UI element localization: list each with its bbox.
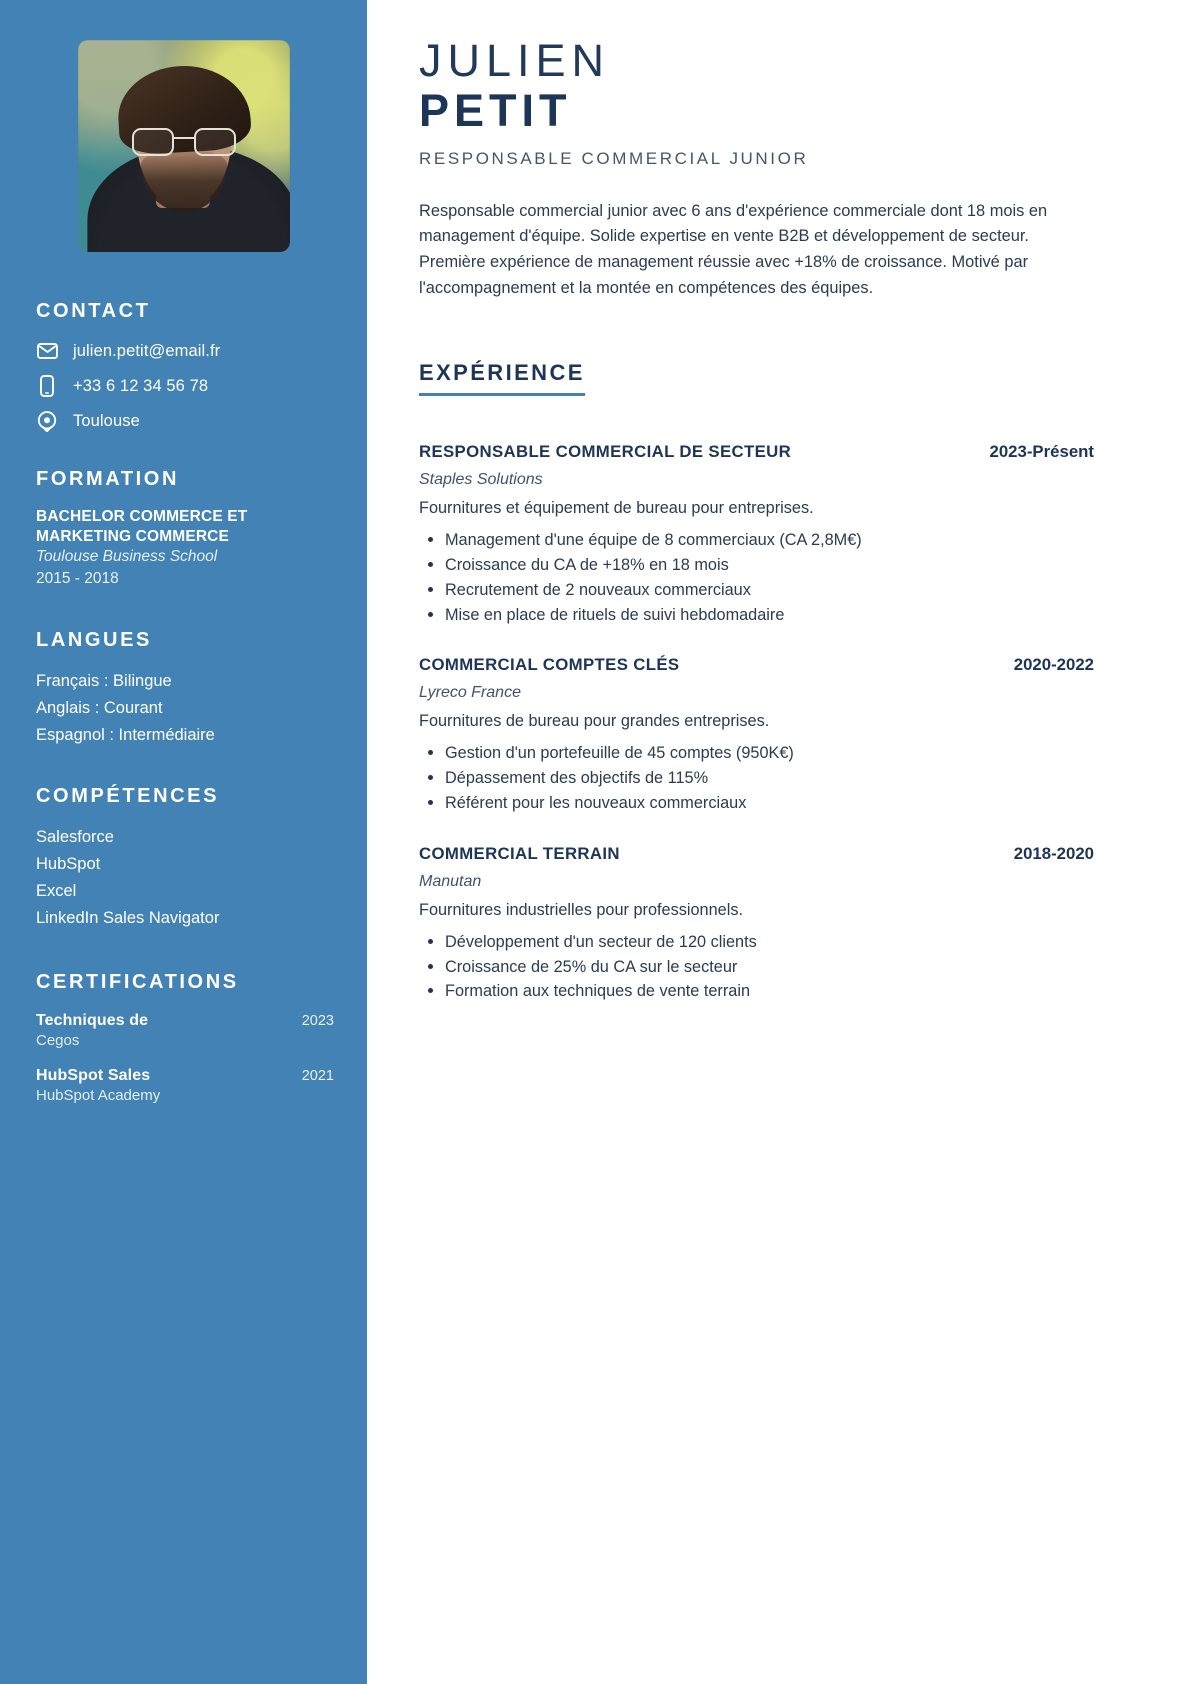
section-title-langues: LANGUES	[36, 629, 152, 652]
section-title-contact: CONTACT	[36, 300, 151, 322]
experience-item	[419, 655, 1094, 815]
competence-item: LinkedIn Sales Navigator	[36, 908, 220, 927]
experience-bullet: Management d'une équipe de 8 commerciaux (CA 2,8M€)	[441, 528, 1094, 553]
certification-item	[36, 1012, 334, 1049]
langue-item: Espagnol : Intermédiaire	[36, 725, 215, 744]
contact-phone-value: +33 6 12 34 56 78	[73, 376, 209, 395]
sidebar	[0, 0, 367, 1684]
profile-summary: Responsable commercial junior avec 6 ans d'expérience commerciale dont 18 mois en management d'équipe. Solide expertise en vente B2B et développement de secteur. Première expérience de management réussie avec +18% de croissance. Motivé par l'accompagnement et la montée en compétences des équipes.	[419, 201, 1048, 297]
experience-title: COMMERCIAL TERRAIN	[419, 843, 620, 863]
experience-item	[419, 442, 1094, 627]
experience-bullets	[419, 741, 1094, 815]
contact-email[interactable]	[36, 340, 334, 362]
experience-bullet: Formation aux techniques de vente terrain	[441, 979, 1094, 1004]
certification-name: HubSpot Sales	[36, 1067, 151, 1085]
contact-list	[36, 340, 334, 432]
experience-title: RESPONSABLE COMMERCIAL DE SECTEUR	[419, 442, 792, 462]
competence-item: Salesforce	[36, 828, 114, 847]
competence-item: HubSpot	[36, 855, 101, 874]
section-formation	[36, 468, 334, 589]
education-entry	[36, 507, 334, 589]
experience-bullet: Référent pour les nouveaux commerciaux	[441, 791, 1094, 816]
experience-title: COMMERCIAL COMPTES CLÉS	[419, 655, 680, 675]
langue-item: Anglais : Courant	[36, 698, 163, 717]
section-title-experience: EXPÉRIENCE	[419, 360, 585, 396]
envelope-icon	[36, 340, 58, 362]
experience-description: Fournitures et équipement de bureau pour entreprises.	[419, 499, 814, 518]
experience-bullet: Croissance de 25% du CA sur le secteur	[441, 955, 1094, 980]
experience-bullet: Développement d'un secteur de 120 clients	[441, 930, 1094, 955]
experience-bullet: Gestion d'un portefeuille de 45 comptes (950K€)	[441, 741, 1094, 766]
experience-bullet: Mise en place de rituels de suivi hebdomadaire	[441, 603, 1094, 628]
certification-org: HubSpot Academy	[36, 1087, 161, 1105]
experience-bullets	[419, 930, 1094, 1004]
contact-email-value: julien.petit@email.fr	[73, 341, 221, 360]
section-langues	[36, 629, 334, 748]
first-name: JULIEN	[419, 35, 611, 86]
competences-list	[36, 824, 334, 931]
experience-company: Lyreco France	[419, 684, 521, 702]
section-title-competences: COMPÉTENCES	[36, 785, 220, 808]
job-role-subtitle: RESPONSABLE COMMERCIAL JUNIOR	[419, 148, 809, 168]
certification-year: 2023	[301, 1013, 334, 1030]
section-competences	[36, 785, 334, 931]
main-content	[367, 0, 1190, 1684]
experience-company: Staples Solutions	[419, 471, 543, 489]
experience-dates: 2023-Présent	[989, 442, 1094, 462]
last-name: PETIT	[419, 85, 572, 137]
experience-bullet: Croissance du CA de +18% en 18 mois	[441, 553, 1094, 578]
experience-dates: 2018-2020	[1013, 843, 1094, 863]
experience-bullet: Recrutement de 2 nouveaux commerciaux	[441, 578, 1094, 603]
experience-company: Manutan	[419, 872, 482, 890]
section-certifications	[36, 971, 334, 1104]
phone-icon	[36, 375, 58, 397]
langues-list	[36, 668, 334, 748]
certification-year: 2021	[301, 1068, 334, 1085]
experience-bullet: Dépassement des objectifs de 115%	[441, 766, 1094, 791]
experience-dates: 2020-2022	[1013, 655, 1094, 675]
location-pin-icon	[36, 410, 58, 432]
experience-item	[419, 844, 1094, 1004]
certification-org: Cegos	[36, 1032, 80, 1050]
experience-bullets	[419, 528, 1094, 627]
experience-description: Fournitures de bureau pour grandes entreprises.	[419, 712, 770, 731]
avatar	[78, 40, 290, 252]
langue-item: Français : Bilingue	[36, 672, 172, 691]
education-degree: BACHELOR COMMERCE ET MARKETING COMMERCE	[36, 508, 248, 545]
profile-photo	[78, 40, 290, 252]
experience-description: Fournitures industrielles pour professionnels.	[419, 900, 743, 919]
glasses-icon	[132, 128, 236, 156]
contact-location-value: Toulouse	[73, 411, 140, 430]
section-contact	[36, 300, 334, 432]
certification-item	[36, 1067, 334, 1104]
certification-name: Techniques de	[36, 1012, 149, 1030]
contact-location[interactable]	[36, 410, 334, 432]
competence-item: Excel	[36, 881, 77, 900]
education-dates: 2015 - 2018	[36, 569, 119, 587]
contact-phone[interactable]	[36, 375, 334, 397]
education-school: Toulouse Business School	[36, 547, 218, 565]
section-title-formation: FORMATION	[36, 468, 180, 490]
section-title-certifications: CERTIFICATIONS	[36, 971, 239, 994]
